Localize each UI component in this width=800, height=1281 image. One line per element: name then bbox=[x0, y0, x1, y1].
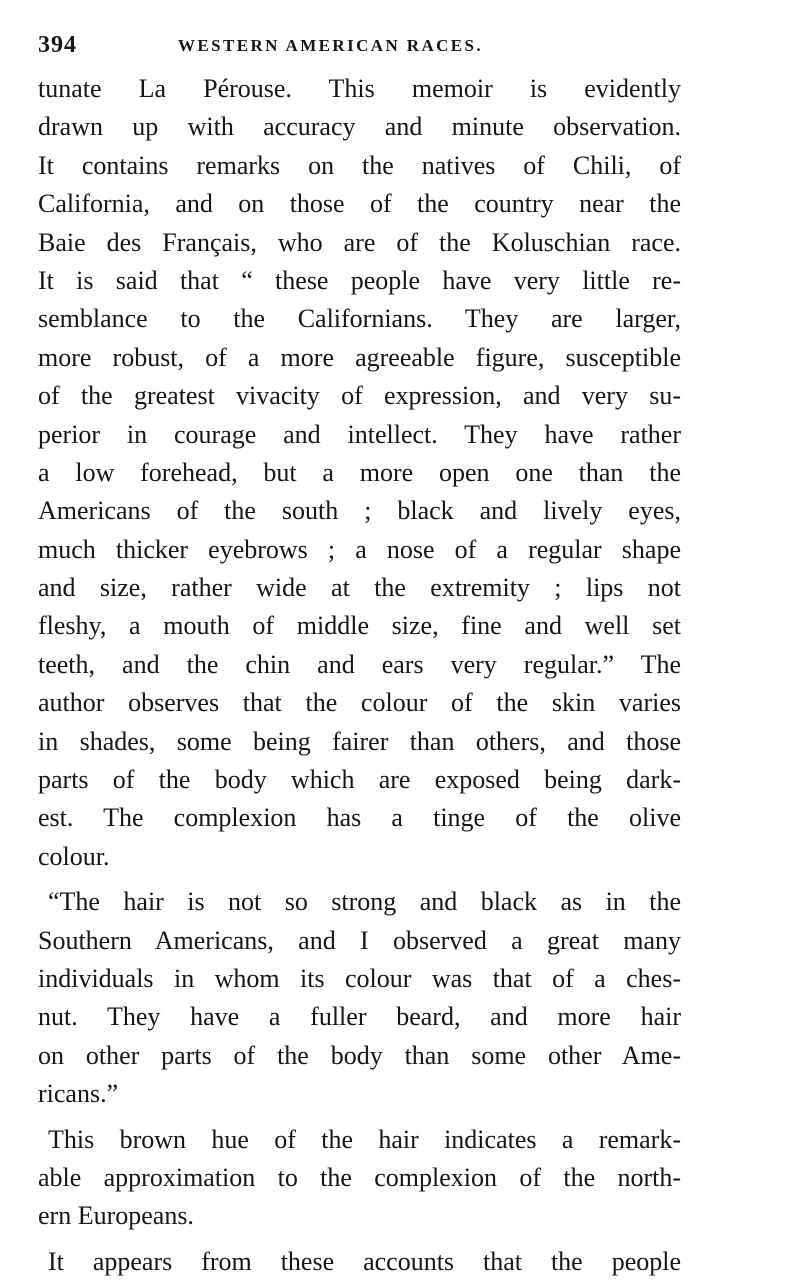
paragraph-gap bbox=[38, 1114, 681, 1121]
text-line: and size, rather wide at the extremity ; lips not bbox=[38, 573, 681, 603]
text-line: a low forehead, but a more open one than the bbox=[38, 457, 681, 487]
text-line: of the greatest vivacity of expression, and very su- bbox=[38, 381, 681, 411]
text-line: It contains remarks on the natives of Chili, of bbox=[38, 150, 681, 180]
text-line: tunate La Pérouse. This memoir is evidently bbox=[38, 74, 681, 103]
paragraph bbox=[38, 1121, 681, 1236]
text-line: colour. bbox=[38, 841, 110, 871]
text-line: author observes that the colour of the skin varies bbox=[38, 688, 681, 718]
text-line: in shades, some being fairer than others, and those bbox=[38, 726, 681, 756]
paragraph-gap bbox=[38, 876, 681, 883]
text-line: est. The complexion has a tinge of the olive bbox=[38, 803, 681, 833]
text-line: nut. They have a fuller beard, and more hair bbox=[38, 1002, 681, 1032]
text-line: teeth, and the chin and ears very regular.” The bbox=[38, 649, 681, 679]
running-head: WESTERN AMERICAN RACES. bbox=[178, 36, 484, 55]
text-line: able approximation to the complexion of the north- bbox=[38, 1162, 681, 1192]
text-line: California, and on those of the country near the bbox=[38, 189, 681, 219]
text-line: It appears from these accounts that the people bbox=[48, 1246, 681, 1276]
text-line: individuals in whom its colour was that of a ches- bbox=[38, 963, 681, 993]
text-line: This brown hue of the hair indicates a remark- bbox=[48, 1124, 681, 1154]
text-line: parts of the body which are exposed being dark- bbox=[38, 765, 681, 795]
text-line: It is said that “ these people have very little re- bbox=[38, 265, 681, 295]
body-text bbox=[38, 70, 681, 1281]
paragraph-gap bbox=[38, 1236, 681, 1243]
paragraph bbox=[38, 1243, 681, 1281]
text-line: ern Europeans. bbox=[38, 1201, 194, 1231]
page-number: 394 bbox=[38, 32, 77, 58]
text-line: fleshy, a mouth of middle size, fine and well set bbox=[38, 611, 681, 641]
text-line: perior in courage and intellect. They have rather bbox=[38, 419, 681, 449]
text-line: more robust, of a more agreeable figure, susceptible bbox=[38, 342, 681, 372]
text-line: semblance to the Californians. They are larger, bbox=[38, 304, 681, 334]
text-line: on other parts of the body than some other Ame- bbox=[38, 1040, 681, 1070]
text-line: drawn up with accuracy and minute observation. bbox=[38, 112, 681, 142]
text-line: Americans of the south ; black and lively eyes, bbox=[38, 496, 681, 526]
page-header bbox=[38, 30, 698, 64]
text-line: ricans.” bbox=[38, 1079, 119, 1109]
paragraph bbox=[38, 883, 681, 1113]
text-line: Baie des Français, who are of the Koluschian race. bbox=[38, 227, 681, 257]
text-line: “The hair is not so strong and black as in the bbox=[48, 887, 681, 917]
text-line: Southern Americans, and I observed a great many bbox=[38, 925, 681, 955]
paragraph bbox=[38, 70, 681, 876]
text-line: much thicker eyebrows ; a nose of a regular shape bbox=[38, 534, 681, 564]
